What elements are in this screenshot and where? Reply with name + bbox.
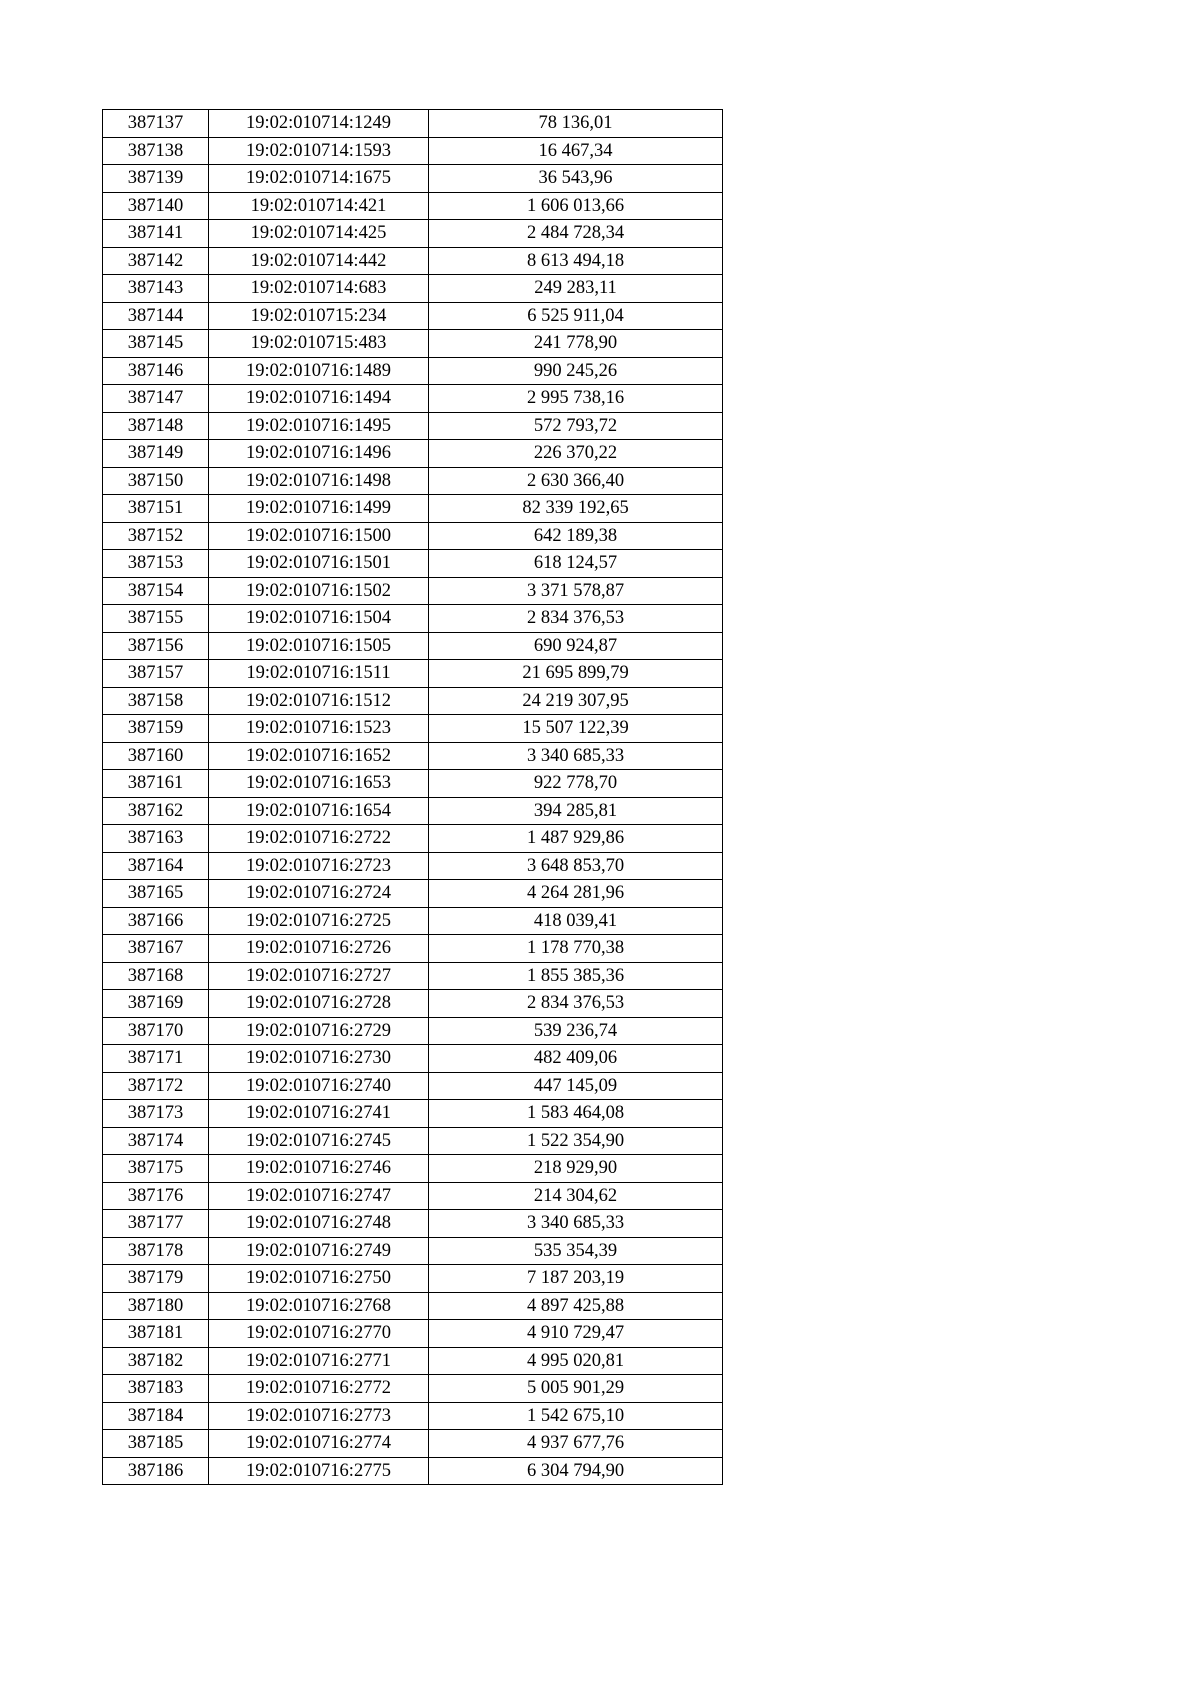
table-row (103, 632, 723, 660)
row-number-cell: 387166 (103, 907, 209, 935)
cadastral-value-cell: 16 467,34 (429, 137, 723, 165)
cadastral-number-cell: 19:02:010716:2740 (209, 1072, 429, 1100)
table-row (103, 687, 723, 715)
table-row (103, 825, 723, 853)
row-number-cell: 387176 (103, 1182, 209, 1210)
cadastral-number-cell: 19:02:010714:425 (209, 220, 429, 248)
table-row (103, 1402, 723, 1430)
row-number-cell: 387163 (103, 825, 209, 853)
cadastral-value-cell: 690 924,87 (429, 632, 723, 660)
cadastral-number-cell: 19:02:010716:2747 (209, 1182, 429, 1210)
cadastral-value-cell: 2 995 738,16 (429, 385, 723, 413)
row-number-cell: 387169 (103, 990, 209, 1018)
table-row (103, 577, 723, 605)
table-row (103, 220, 723, 248)
cadastral-value-cell: 2 834 376,53 (429, 990, 723, 1018)
cadastral-value-cell: 1 178 770,38 (429, 935, 723, 963)
cadastral-number-cell: 19:02:010716:1496 (209, 440, 429, 468)
cadastral-value-cell: 24 219 307,95 (429, 687, 723, 715)
cadastral-value-table (102, 109, 723, 1485)
row-number-cell: 387168 (103, 962, 209, 990)
cadastral-number-cell: 19:02:010716:2768 (209, 1292, 429, 1320)
table-row (103, 247, 723, 275)
cadastral-value-cell: 226 370,22 (429, 440, 723, 468)
cadastral-value-cell: 7 187 203,19 (429, 1265, 723, 1293)
cadastral-number-cell: 19:02:010716:2770 (209, 1320, 429, 1348)
cadastral-value-cell: 922 778,70 (429, 770, 723, 798)
cadastral-number-cell: 19:02:010716:1501 (209, 550, 429, 578)
cadastral-value-cell: 418 039,41 (429, 907, 723, 935)
table-row (103, 1375, 723, 1403)
cadastral-value-cell: 482 409,06 (429, 1045, 723, 1073)
cadastral-number-cell: 19:02:010716:1499 (209, 495, 429, 523)
row-number-cell: 387170 (103, 1017, 209, 1045)
cadastral-value-cell: 4 995 020,81 (429, 1347, 723, 1375)
cadastral-number-cell: 19:02:010716:2746 (209, 1155, 429, 1183)
cadastral-value-cell: 15 507 122,39 (429, 715, 723, 743)
cadastral-number-cell: 19:02:010716:2726 (209, 935, 429, 963)
cadastral-number-cell: 19:02:010716:2775 (209, 1457, 429, 1485)
cadastral-number-cell: 19:02:010716:2750 (209, 1265, 429, 1293)
table-row (103, 1100, 723, 1128)
cadastral-value-cell: 6 525 911,04 (429, 302, 723, 330)
table-row (103, 1210, 723, 1238)
cadastral-value-cell: 3 340 685,33 (429, 742, 723, 770)
table-row (103, 852, 723, 880)
cadastral-value-cell: 394 285,81 (429, 797, 723, 825)
table-row (103, 412, 723, 440)
cadastral-value-cell: 78 136,01 (429, 110, 723, 138)
row-number-cell: 387146 (103, 357, 209, 385)
cadastral-number-cell: 19:02:010716:2773 (209, 1402, 429, 1430)
cadastral-number-cell: 19:02:010716:2748 (209, 1210, 429, 1238)
table-row (103, 467, 723, 495)
cadastral-number-cell: 19:02:010716:1494 (209, 385, 429, 413)
table-row (103, 742, 723, 770)
cadastral-number-cell: 19:02:010716:1512 (209, 687, 429, 715)
row-number-cell: 387140 (103, 192, 209, 220)
cadastral-value-cell: 5 005 901,29 (429, 1375, 723, 1403)
row-number-cell: 387165 (103, 880, 209, 908)
cadastral-value-cell: 3 371 578,87 (429, 577, 723, 605)
table-row (103, 302, 723, 330)
row-number-cell: 387158 (103, 687, 209, 715)
cadastral-number-cell: 19:02:010716:2724 (209, 880, 429, 908)
cadastral-number-cell: 19:02:010716:2741 (209, 1100, 429, 1128)
cadastral-value-cell: 4 897 425,88 (429, 1292, 723, 1320)
cadastral-number-cell: 19:02:010714:442 (209, 247, 429, 275)
row-number-cell: 387167 (103, 935, 209, 963)
row-number-cell: 387149 (103, 440, 209, 468)
row-number-cell: 387138 (103, 137, 209, 165)
cadastral-value-cell: 2 834 376,53 (429, 605, 723, 633)
table-row (103, 1072, 723, 1100)
table-row (103, 880, 723, 908)
table-row (103, 522, 723, 550)
table-row (103, 1155, 723, 1183)
table-row (103, 1347, 723, 1375)
row-number-cell: 387137 (103, 110, 209, 138)
row-number-cell: 387184 (103, 1402, 209, 1430)
table-row (103, 1182, 723, 1210)
cadastral-number-cell: 19:02:010716:1489 (209, 357, 429, 385)
cadastral-number-cell: 19:02:010716:2728 (209, 990, 429, 1018)
row-number-cell: 387174 (103, 1127, 209, 1155)
table-row (103, 1430, 723, 1458)
table-row (103, 1127, 723, 1155)
cadastral-number-cell: 19:02:010714:683 (209, 275, 429, 303)
cadastral-value-cell: 447 145,09 (429, 1072, 723, 1100)
row-number-cell: 387156 (103, 632, 209, 660)
cadastral-value-cell: 6 304 794,90 (429, 1457, 723, 1485)
table-row (103, 907, 723, 935)
cadastral-value-cell: 8 613 494,18 (429, 247, 723, 275)
cadastral-value-cell: 1 542 675,10 (429, 1402, 723, 1430)
cadastral-value-cell: 2 484 728,34 (429, 220, 723, 248)
row-number-cell: 387186 (103, 1457, 209, 1485)
cadastral-number-cell: 19:02:010716:2727 (209, 962, 429, 990)
row-number-cell: 387173 (103, 1100, 209, 1128)
table-row (103, 275, 723, 303)
cadastral-number-cell: 19:02:010716:1500 (209, 522, 429, 550)
cadastral-value-cell: 21 695 899,79 (429, 660, 723, 688)
row-number-cell: 387142 (103, 247, 209, 275)
row-number-cell: 387179 (103, 1265, 209, 1293)
table-body (103, 110, 723, 1485)
table-row (103, 440, 723, 468)
row-number-cell: 387171 (103, 1045, 209, 1073)
table-row (103, 605, 723, 633)
cadastral-number-cell: 19:02:010716:1652 (209, 742, 429, 770)
table-row (103, 935, 723, 963)
table-row (103, 1265, 723, 1293)
table-row (103, 165, 723, 193)
cadastral-number-cell: 19:02:010714:1593 (209, 137, 429, 165)
row-number-cell: 387154 (103, 577, 209, 605)
cadastral-value-cell: 2 630 366,40 (429, 467, 723, 495)
row-number-cell: 387148 (103, 412, 209, 440)
row-number-cell: 387160 (103, 742, 209, 770)
table-row (103, 1292, 723, 1320)
row-number-cell: 387172 (103, 1072, 209, 1100)
cadastral-number-cell: 19:02:010716:2774 (209, 1430, 429, 1458)
cadastral-value-cell: 214 304,62 (429, 1182, 723, 1210)
cadastral-number-cell: 19:02:010716:1511 (209, 660, 429, 688)
cadastral-value-cell: 535 354,39 (429, 1237, 723, 1265)
cadastral-number-cell: 19:02:010716:2745 (209, 1127, 429, 1155)
row-number-cell: 387161 (103, 770, 209, 798)
cadastral-value-cell: 249 283,11 (429, 275, 723, 303)
cadastral-number-cell: 19:02:010716:1502 (209, 577, 429, 605)
row-number-cell: 387144 (103, 302, 209, 330)
cadastral-number-cell: 19:02:010714:421 (209, 192, 429, 220)
cadastral-value-cell: 1 583 464,08 (429, 1100, 723, 1128)
row-number-cell: 387157 (103, 660, 209, 688)
table-row (103, 330, 723, 358)
cadastral-number-cell: 19:02:010716:2729 (209, 1017, 429, 1045)
cadastral-value-cell: 4 910 729,47 (429, 1320, 723, 1348)
table-row (103, 110, 723, 138)
row-number-cell: 387147 (103, 385, 209, 413)
row-number-cell: 387151 (103, 495, 209, 523)
cadastral-value-cell: 218 929,90 (429, 1155, 723, 1183)
cadastral-value-cell: 990 245,26 (429, 357, 723, 385)
row-number-cell: 387181 (103, 1320, 209, 1348)
row-number-cell: 387175 (103, 1155, 209, 1183)
cadastral-number-cell: 19:02:010716:2725 (209, 907, 429, 935)
cadastral-value-cell: 4 264 281,96 (429, 880, 723, 908)
cadastral-number-cell: 19:02:010716:2723 (209, 852, 429, 880)
cadastral-number-cell: 19:02:010716:1495 (209, 412, 429, 440)
cadastral-number-cell: 19:02:010716:2730 (209, 1045, 429, 1073)
cadastral-value-cell: 3 340 685,33 (429, 1210, 723, 1238)
cadastral-number-cell: 19:02:010716:1505 (209, 632, 429, 660)
cadastral-value-cell: 36 543,96 (429, 165, 723, 193)
row-number-cell: 387152 (103, 522, 209, 550)
table-row (103, 1237, 723, 1265)
table-row (103, 1457, 723, 1485)
cadastral-value-cell: 3 648 853,70 (429, 852, 723, 880)
table-row (103, 1045, 723, 1073)
row-number-cell: 387143 (103, 275, 209, 303)
table-row (103, 990, 723, 1018)
table-row (103, 357, 723, 385)
cadastral-value-cell: 642 189,38 (429, 522, 723, 550)
cadastral-number-cell: 19:02:010716:1654 (209, 797, 429, 825)
cadastral-number-cell: 19:02:010715:483 (209, 330, 429, 358)
cadastral-number-cell: 19:02:010716:1523 (209, 715, 429, 743)
table-row (103, 770, 723, 798)
table-row (103, 495, 723, 523)
cadastral-value-cell: 241 778,90 (429, 330, 723, 358)
row-number-cell: 387139 (103, 165, 209, 193)
table-row (103, 962, 723, 990)
cadastral-value-cell: 1 606 013,66 (429, 192, 723, 220)
table-row (103, 1017, 723, 1045)
cadastral-value-cell: 1 855 385,36 (429, 962, 723, 990)
cadastral-number-cell: 19:02:010714:1249 (209, 110, 429, 138)
cadastral-number-cell: 19:02:010716:2771 (209, 1347, 429, 1375)
table-row (103, 385, 723, 413)
cadastral-value-cell: 618 124,57 (429, 550, 723, 578)
row-number-cell: 387153 (103, 550, 209, 578)
cadastral-value-cell: 1 522 354,90 (429, 1127, 723, 1155)
table-row (103, 715, 723, 743)
table-row (103, 550, 723, 578)
row-number-cell: 387185 (103, 1430, 209, 1458)
table-row (103, 797, 723, 825)
cadastral-number-cell: 19:02:010716:1498 (209, 467, 429, 495)
row-number-cell: 387150 (103, 467, 209, 495)
cadastral-number-cell: 19:02:010714:1675 (209, 165, 429, 193)
cadastral-number-cell: 19:02:010716:2722 (209, 825, 429, 853)
cadastral-number-cell: 19:02:010716:1653 (209, 770, 429, 798)
cadastral-value-cell: 572 793,72 (429, 412, 723, 440)
cadastral-value-cell: 539 236,74 (429, 1017, 723, 1045)
cadastral-value-cell: 4 937 677,76 (429, 1430, 723, 1458)
row-number-cell: 387178 (103, 1237, 209, 1265)
cadastral-value-cell: 82 339 192,65 (429, 495, 723, 523)
row-number-cell: 387162 (103, 797, 209, 825)
row-number-cell: 387183 (103, 1375, 209, 1403)
row-number-cell: 387145 (103, 330, 209, 358)
row-number-cell: 387182 (103, 1347, 209, 1375)
table-row (103, 192, 723, 220)
cadastral-value-cell: 1 487 929,86 (429, 825, 723, 853)
row-number-cell: 387180 (103, 1292, 209, 1320)
row-number-cell: 387164 (103, 852, 209, 880)
row-number-cell: 387155 (103, 605, 209, 633)
row-number-cell: 387177 (103, 1210, 209, 1238)
table-row (103, 660, 723, 688)
cadastral-number-cell: 19:02:010716:1504 (209, 605, 429, 633)
row-number-cell: 387159 (103, 715, 209, 743)
cadastral-number-cell: 19:02:010716:2749 (209, 1237, 429, 1265)
table-row (103, 1320, 723, 1348)
table-row (103, 137, 723, 165)
cadastral-number-cell: 19:02:010715:234 (209, 302, 429, 330)
row-number-cell: 387141 (103, 220, 209, 248)
cadastral-number-cell: 19:02:010716:2772 (209, 1375, 429, 1403)
